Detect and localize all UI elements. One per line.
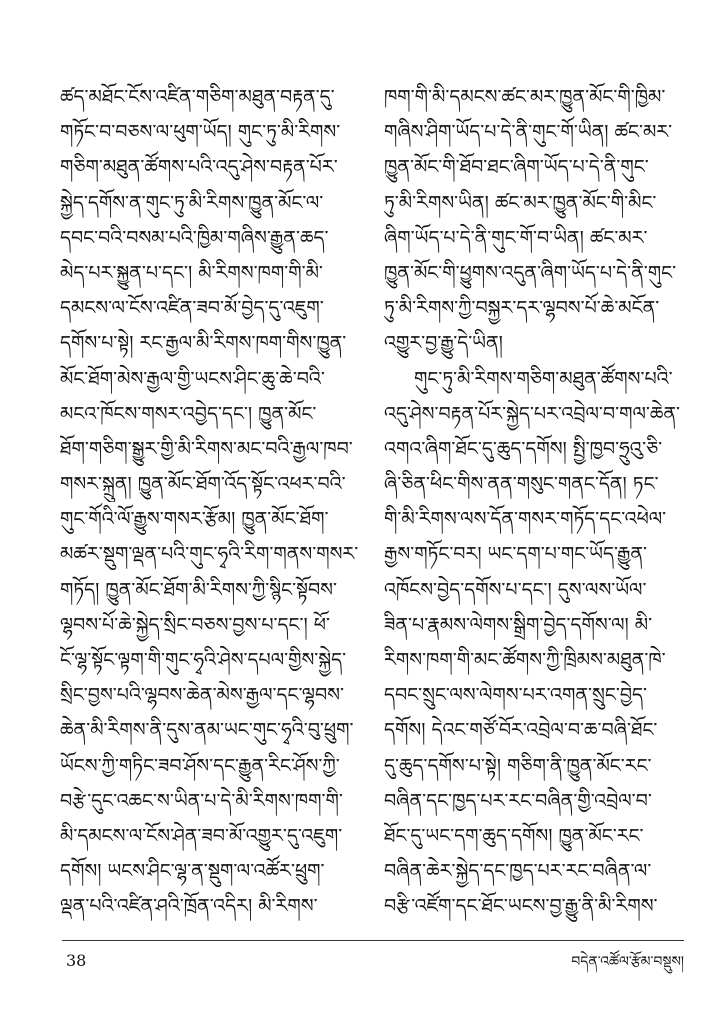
text-line: སྲིང་བྱས་པའི་ལྷབས་ཆེན་མེས་རྒྱལ་དང་ལྷབས་ [60,684,344,707]
text-line: དགོས་པ་སྟེ། རང་རྒྱལ་མི་རིགས་ཁག་གིས་ཁྱུན་ [60,332,347,355]
text-line: འཁོངས་བྱེད་དགོས་པ་དང་། དུས་ལས་ཡོལ་ [384,578,647,601]
text-line: རྒྱས་གཏོང་བར། ཡང་དག་པ་གང་ཡོད་རྒྱུན་ [384,543,648,566]
right-text-column [384,80,684,925]
text-line: ཆེན་མི་རིགས་ནི་དུས་ནམ་ཡང་གུང་ཧྭའི་བུ་ཕྲུག་ [60,719,354,742]
running-footer-title: བདེན་འཚོལ་རྩོམ་བསྡུས། [571,954,684,970]
text-line: ཁག་གི་མི་དམངས་ཚང་མར་ཁྱུན་མོང་གི་ཁྱིམ་ [384,86,666,108]
text-line: ཚད་མཐོང་ངོས་འཛིན་གཅིག་མཐུན་བརྟན་དུ་ [60,86,335,108]
text-line: ཏུ་མི་རིགས་ཀྱི་བསྐྱར་དར་ལྷབས་པོ་ཆེ་མངོན་ [384,297,660,320]
text-line: བཞིན་ཆེར་སྐྱེད་དང་ཁྱད་པར་རང་བཞིན་ལ་ [384,860,652,883]
text-line: དགོས། ཡངས་ཤིང་ལྷ་ན་སྡུག་ལ་འཚོར་ཕྲུག་ [60,860,325,883]
text-line: བརྩི་འཛོག་དང་ཐོང་ཡངས་བྱ་རྒྱུ་ནི་མི་རིགས་ [384,895,658,918]
text-line: ཏུ་མི་རིགས་ཡིན། ཚང་མར་ཁྱུན་མོང་གི་མིང་ [384,191,657,214]
text-line: འགའ་ཞིག་ཐོང་དུ་ཆུད་དགོས། སྤྱི་ཁྱབ་ཧྲུའུ་ཅི་ [384,437,663,460]
text-line: ལྡན་པའི་འཛིན་ཤའི་ཁྲོན་འདིར། མི་རིགས་ [60,895,318,918]
text-line: སྐྱེད་དགོས་ན་གུང་ཏུ་མི་རིགས་ཁྱུན་མོང་ལ་ [60,191,324,214]
page-number: 38 [66,951,87,970]
text-line: འགྱུར་བྱ་རྒྱུ་དེ་ཡིན། [384,332,503,355]
text-line: ངོ་ལྷ་སྟོང་ལྟག་གི་གུང་ཧྭའི་ཤེས་དཔལ་གྱིས་སྐྱེད་ [60,649,347,671]
text-line: མངའ་ཁོངས་གསར་འབྱེད་དང་། ཁྱུན་མོང་ [60,402,317,425]
text-line: ཁྱུན་མོང་གི་ཐོབ་ཐང་ཞིག་ཡོད་པ་དེ་ནི་གུང་ [384,156,649,179]
text-line: མེད་པར་སྐྱུན་པ་དང་། མི་རིགས་ཁག་གི་མི་ [60,261,323,284]
text-line: ལྷབས་པོ་ཆེ་སྐྱེད་སྲིང་བཅས་བྱས་པ་དང་། ཕོ་ [60,613,330,636]
text-line: གུང་གོའི་ལོ་རྒྱུས་གསར་རྩོམ། ཁྱུན་མོང་ཐོག་ [60,508,329,531]
text-line: ཁྱུན་མོང་གི་ཕྱུགས་འདུན་ཞིག་ཡོད་པ་དེ་ནི་གུང་ [384,261,677,284]
text-line: བཞིན་དང་ཁྱད་པར་རང་བཞིན་གྱི་འབྲེལ་བ་ [384,789,652,812]
text-line: གཏོང་བ་བཅས་ལ་ཕུག་ཡོད། གུང་ཏུ་མི་རིགས་ [60,121,341,144]
text-line: ཞི་ཅིན་ཕིང་གིས་ནན་གསུང་གནང་དོན། ཏང་ [384,473,659,496]
text-line: ཡོངས་ཀྱི་གཏིང་ཟབ་ཤོས་དང་རྒྱུན་རིང་ཤོས་ཀྱི་ [60,754,340,777]
text-line: འདུ་ཤེས་བརྟན་པོར་སྐྱེད་པར་འབྲེལ་བ་གལ་ཆེན་ [384,402,681,425]
text-line: ཟིན་པ་རྣམས་ལེགས་སྒྲིག་བྱེད་དགོས་ལ། མི་ [384,613,653,636]
text-line: བརྩེ་དུང་འཆང་ས་ཡིན་པ་དེ་མི་རིགས་ཁག་གི་ [60,789,343,812]
text-line: གཞིས་ཤིག་ཡོད་པ་དེ་ནི་གུང་གོ་ཡིན། ཚང་མར་ [384,121,673,144]
text-line: དུ་ཆུད་དགོས་པ་སྟེ། གཅིག་ནི་ཁྱུན་མོང་རང་ [384,754,652,777]
text-line: ཐོང་དུ་ཡང་དག་ཆུད་དགོས། ཁྱུན་མོང་རང་ [384,824,644,847]
left-text-column [60,80,360,925]
text-line: གཏོད། ཁྱུན་མོང་ཐོག་མི་རིགས་ཀྱི་སྙིང་སྟོབས་ [60,578,337,601]
text-line: གསར་སྐྲུན། ཁྱུན་མོང་ཐོག་འོད་སྟོང་འཕར་བའི་ [60,473,346,496]
text-line: མོང་ཐོག་མེས་རྒྱལ་གྱི་ཡངས་ཤིང་ཆུ་ཆེ་བའི་ [60,367,325,390]
text-line: གི་མི་རིགས་ལས་དོན་གསར་གཏོད་དང་འཕེལ་ [384,508,667,531]
text-line: མི་དམངས་ལ་ངོས་ཤེན་ཟབ་མོ་འགྱུར་དུ་འཇུག་ [60,824,343,847]
text-line: གཅིག་མཐུན་ཚོགས་པའི་འདུ་ཤེས་བརྟན་པོར་ [60,156,338,179]
text-line: ཞིག་ཡོད་པ་དེ་ནི་གུང་གོ་བ་ཡིན། ཚང་མར་ [384,226,648,249]
text-line: རིགས་ཁག་གི་མང་ཚོགས་ཀྱི་ཁྲིམས་མཐུན་ཁེ་ [384,649,666,671]
text-line: དམངས་ལ་ངོས་འཛིན་ཟབ་མོ་བྱེད་དུ་འཇུག་ [60,297,324,320]
text-line: དགོས། དེའང་གཙོ་བོར་འབྲེལ་བ་ཆ་བཞི་ཐོང་ [384,719,658,742]
text-line: མཚར་སྡུག་ལྡན་པའི་གུང་ཧྭའི་རིག་གནས་གསར་ [60,543,359,566]
text-line: གུང་ཏུ་མི་རིགས་གཅིག་མཐུན་ཚོགས་པའི་ [414,367,673,390]
text-line: ཐོག་གཅིག་སྒྱུར་གྱི་མི་རིགས་མང་བའི་རྒྱལ་ཁབ་ [60,437,353,460]
text-line: དབང་བའི་བསམ་པའི་ཁྱིམ་གཞིས་རྒྱུན་ཆད་ [60,226,329,249]
footer-rule [62,940,684,941]
text-line: དབང་སྲུང་ལས་ལེགས་པར་འགན་སྲུང་བྱེད་ [384,684,647,707]
